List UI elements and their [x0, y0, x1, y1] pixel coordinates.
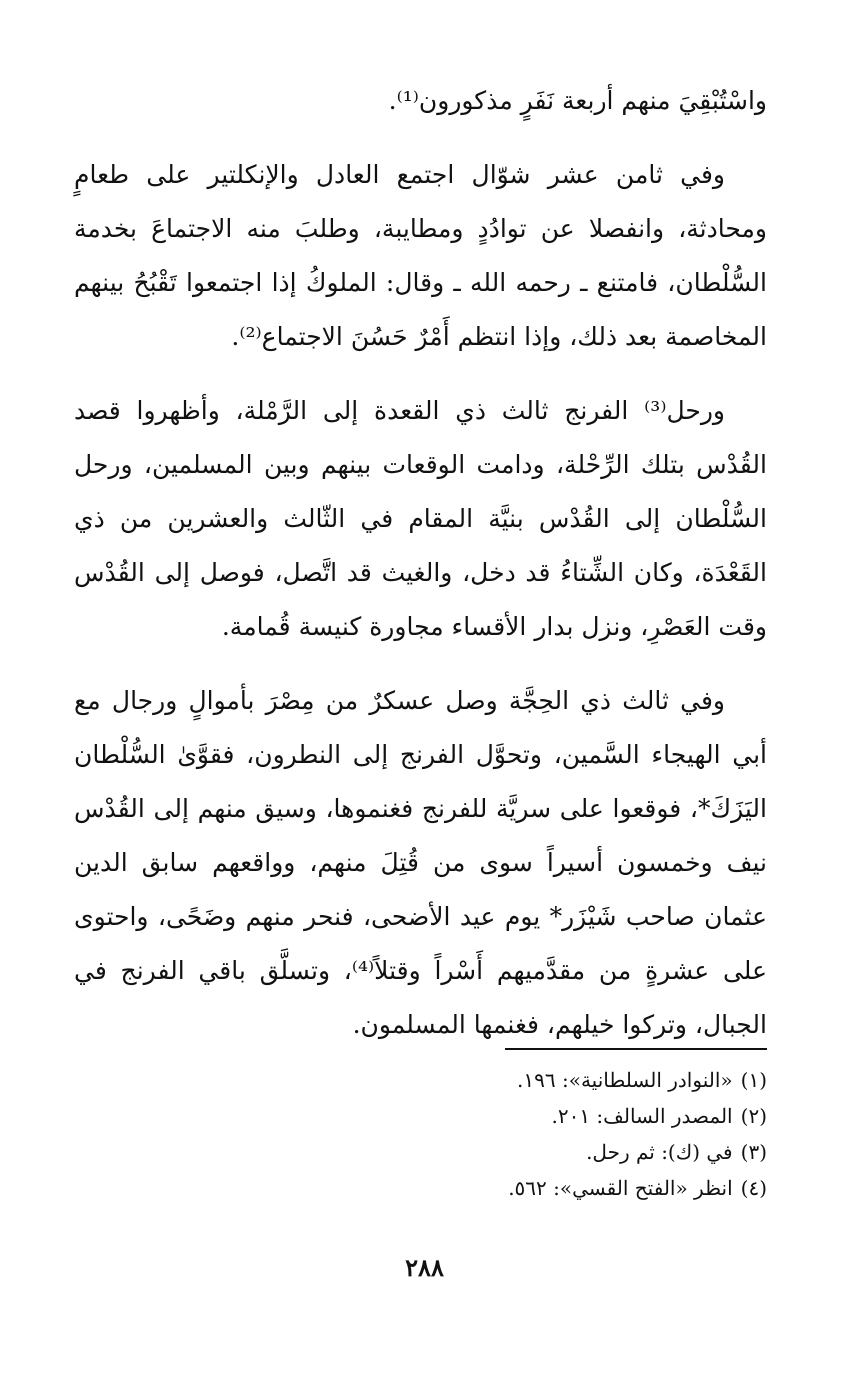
footnote-text: في (ك): ثم رحل.	[586, 1140, 733, 1164]
footnote-2	[74, 1098, 767, 1134]
footnote-1	[74, 1062, 767, 1098]
paragraph-2-text: وفي ثامن عشر شوّال اجتمع العادل والإنكلتير على طعامٍ ومحادثة، وانفصلا عن توادُدٍ ومطايبة، وطلبَ منه الاجتماعَ بخدمة السُّلْطان، فامتنع ـ رحمه الله ـ وقال: الملوكُ إذا اجتمعوا تَقْبُحُ بينهم المخاصمة بعد ذلك، وإذا انتظم أَمْرٌ حَسُنَ الاجتماع⁽²⁾.	[74, 160, 767, 351]
paragraph-1-text: واسْتُبْقِيَ منهم أربعة نَفَرٍ مذكورون⁽¹⁾.	[388, 86, 767, 115]
paragraph-4	[74, 674, 767, 1052]
footnote-text: «النوادر السلطانية»: ١٩٦.	[517, 1068, 733, 1092]
paragraph-2	[74, 148, 767, 364]
main-text	[74, 74, 767, 1052]
footnote-number: (٤)	[740, 1176, 767, 1200]
paragraph-3-text: ورحل⁽³⁾ الفرنج ثالث ذي القعدة إلى الرَّمْلة، وأظهروا قصد القُدْس بتلك الرِّحْلة، ودامت الوقعات بينهم وبين المسلمين، ورحل السُّلْطان إلى القُدْس بنيَّة المقام في الثّالث والعشرين من ذي القَعْدَة، وكان الشِّتاءُ قد دخل، والغيث قد اتَّصل، فوصل إلى القُدْس وقت العَصْرِ، ونزل بدار الأقساء مجاورة كنيسة قُمامة.	[74, 396, 767, 641]
footnote-number: (١)	[740, 1068, 767, 1092]
footnote-text: المصدر السالف: ٢٠١.	[551, 1104, 733, 1128]
footnote-separator	[505, 1048, 767, 1050]
footnotes	[74, 1062, 767, 1206]
footnote-number: (٢)	[740, 1104, 767, 1128]
footnote-text: انظر «الفتح القسي»: ٥٦٢.	[508, 1176, 733, 1200]
footnote-3	[74, 1134, 767, 1170]
footnote-number: (٣)	[740, 1140, 767, 1164]
page-number: ٢٨٨	[405, 1253, 444, 1282]
paragraph-3	[74, 384, 767, 654]
paragraph-4-text: وفي ثالث ذي الحِجَّة وصل عسكرٌ من مِصْرَ بأموالٍ ورجال مع أبي الهيجاء السَّمين، وتحوَّل الفرنج إلى النطرون، فقوَّىٰ السُّلْطان اليَزَكَ*، فوقعوا على سريَّة للفرنج فغنموها، وسيق منهم إلى القُدْس نيف وخمسون أسيراً سوى من قُتِلَ منهم، وواقعهم سابق الدين عثمان صاحب شَيْزَر* يوم عيد الأضحى، فنحر منهم وضَحًى، واحتوى على عشرةٍ من مقدَّميهم أَسْراً وقتلاً⁽⁴⁾، وتسلَّق باقي الفرنج في الجبال، وتركوا خيلهم، فغنمها المسلمون.	[74, 686, 767, 1039]
paragraph-1	[74, 74, 767, 128]
footnote-4	[74, 1170, 767, 1206]
